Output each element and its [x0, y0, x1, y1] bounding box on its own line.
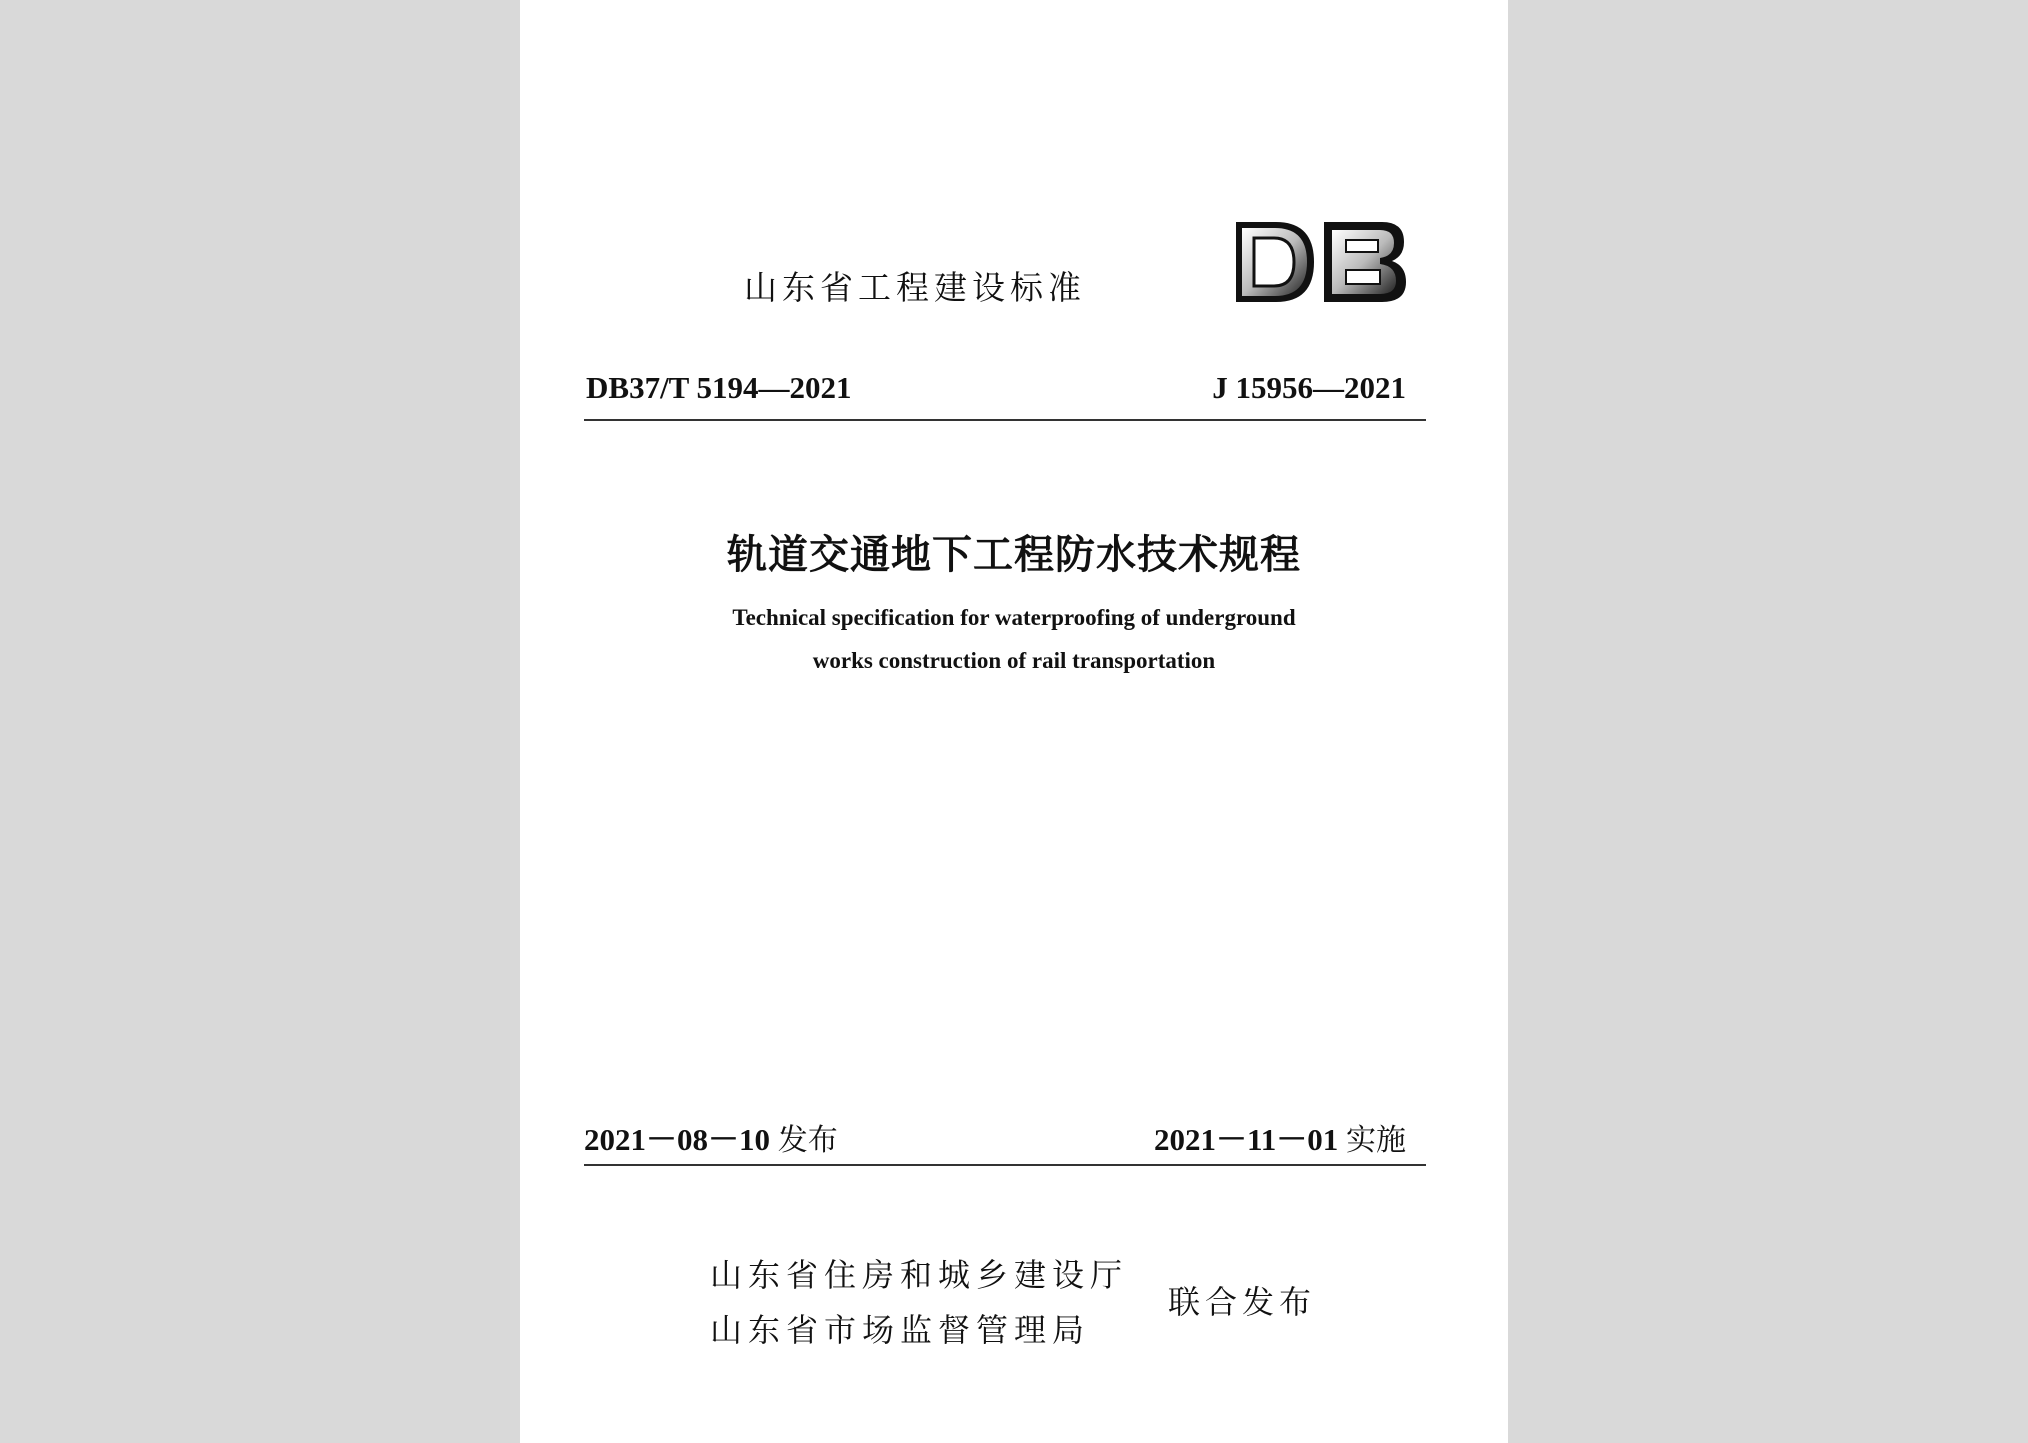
document-cover-page	[520, 0, 1508, 1443]
issuer-market-regulation-bureau: 山东省市场监督管理局	[710, 1311, 1091, 1349]
document-title-english-line-1: Technical specification for waterproofing of underground	[732, 605, 1296, 630]
implementation-date-value: 2021－11－01	[1153, 1122, 1339, 1157]
issue-date-value: 2021－08－10	[584, 1122, 770, 1157]
document-title-english-line-2: works construction of rail transportation	[812, 648, 1216, 673]
issuer-housing-department: 山东省住房和城乡建设厅	[710, 1256, 1129, 1294]
series-title: 山东省工程建设标准	[744, 268, 1086, 307]
joint-issue-label: 联合发布	[1168, 1283, 1317, 1321]
footer-divider	[584, 1164, 1426, 1166]
header-divider	[584, 419, 1426, 421]
implementation-date-label: 实施	[1346, 1123, 1406, 1158]
issue-date	[584, 1114, 838, 1159]
document-title-chinese: 轨道交通地下工程防水技术规程	[727, 531, 1301, 578]
implementation-date	[1154, 1114, 1406, 1159]
db-logo	[1232, 218, 1408, 306]
standard-number: DB37/T 5194—2021	[586, 370, 852, 405]
issue-date-label: 发布	[777, 1123, 838, 1158]
record-number: J 15956—2021	[1212, 370, 1406, 405]
